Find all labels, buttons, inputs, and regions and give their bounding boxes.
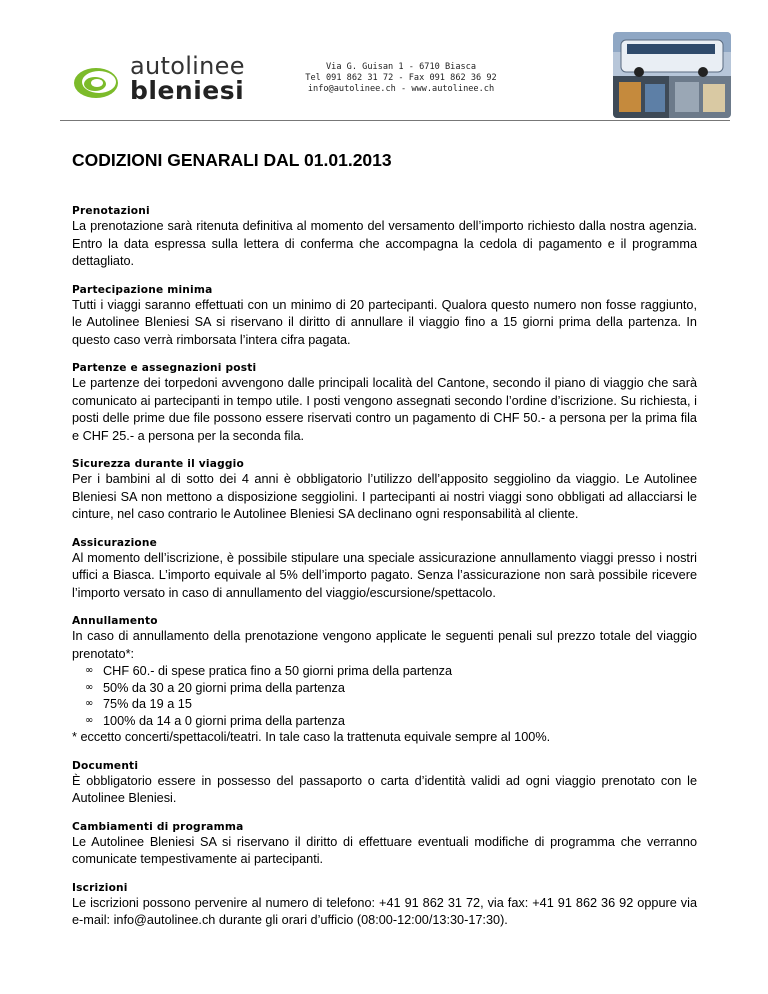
section-heading: Annullamento	[72, 615, 158, 627]
address-line: Via G. Guisan 1 - 6710 Biasca	[325, 62, 477, 72]
section-heading: Documenti	[72, 759, 139, 772]
bus-photo-image	[613, 32, 731, 118]
section-documenti	[72, 760, 697, 808]
section-heading: Partenze e assegnazioni posti	[72, 362, 257, 374]
contact-info	[296, 62, 506, 95]
list-item	[85, 713, 697, 730]
letterhead	[0, 0, 768, 125]
section-text: La prenotazione sarà ritenuta definitiva al momento del versamento dell’importo richiesto dalla nostra agenzia. Entro la data espressa sulla lettera di conferma che accompagna la cedola di pagamento e il programma dettagliato.	[72, 219, 697, 268]
header-divider	[60, 120, 730, 121]
list-item-text: 100% da 14 a 0 giorni prima della partenza	[103, 713, 345, 728]
section-text: Le Autolinee Bleniesi SA si riservano il diritto di effettuare eventuali modifiche di programma che verranno comunicate tempestivamente ai partecipanti.	[72, 834, 697, 866]
email-web-line: info@autolinee.ch - www.autolinee.ch	[307, 84, 495, 94]
footnote: * eccetto concerti/spettacoli/teatri. In tale caso la trattenuta equivale sempre al 100%.	[72, 730, 551, 744]
section-heading: Assicurazione	[72, 536, 158, 549]
document-title: CODIZIONI GENARALI DAL 01.01.2013	[72, 150, 392, 170]
section-text: Tutti i viaggi saranno effettuati con un minimo di 20 partecipanti. Qualora questo numero non fosse raggiunto, le Autolinee Bleniesi SA si riservano il diritto di annullare il viaggio fino a 15 giorni prima della partenza. In questo caso verrà rimborsata l’intera cifra pagata.	[72, 297, 697, 347]
list-item	[85, 663, 697, 680]
logo-text-bleniesi: bleniesi	[130, 76, 245, 105]
section-text: Le iscrizioni possono pervenire al numero di telefono: +41 91 862 31 72, via fax: +41 91 862 36 92 oppure via e-mail: info@autolinee.ch durante gli orari d’ufficio (08:00-12:00/13:30-17:30).	[72, 895, 697, 927]
section-heading: Cambiamenti di programma	[72, 820, 244, 833]
list-item-text: CHF 60.- di spese pratica fino a 50 giorni prima della partenza	[103, 664, 453, 678]
section-text: Le partenze dei torpedoni avvengono dalle principali località del Cantone, secondo il piano di viaggio che sarà comunicato ai partecipanti in tempo utile. I posti vengono assegnati secondo l’ordine d’iscrizione. Su richiesta, i posti delle prime due file possono essere riservati contro un pagamento di CHF 50.- a persona per la prima fila e CHF 25.- a persona per la seconda fila.	[72, 376, 697, 443]
infinity-bullet-icon: ∞	[85, 681, 94, 693]
section-assicurazione	[72, 537, 697, 603]
list-item	[85, 680, 697, 697]
document-body	[72, 205, 697, 943]
infinity-bullet-icon: ∞	[85, 714, 94, 726]
section-heading: Iscrizioni	[72, 881, 128, 894]
section-iscrizioni	[72, 882, 697, 930]
section-heading: Prenotazioni	[72, 205, 150, 217]
section-partenze	[72, 362, 697, 445]
infinity-bullet-icon: ∞	[85, 698, 94, 709]
section-text: Al momento dell’iscrizione, è possibile stipulare una speciale assicurazione annullamento viaggi presso i nostri uffici a Biasca. L’importo equivale al 5% dell’importo pagato. Senza l’assicurazione non sarà possibile ricevere l’importo versato in caso di annullamento del viaggio/escursione/spettacolo.	[72, 550, 697, 600]
section-text: Per i bambini al di sotto dei 4 anni è obbligatorio l’utilizzo dell’apposito seggiolino da viaggio. Le Autolinee Bleniesi SA non mettono a disposizione seggiolini. I partecipanti ai nostri viaggi sono obbligati ad allacciarsi le cinture, nel caso contrario le Autolinee Bleniesi SA declinano ogni responsabilità al cliente.	[72, 472, 697, 521]
penalty-list	[72, 663, 697, 729]
section-cambiamenti	[72, 821, 697, 869]
logo-swoosh-icon	[72, 61, 128, 101]
section-text: È obbligatorio essere in possesso del passaporto o carta d’identità validi ad ogni viaggio prenotato con le Autolinee Bleniesi.	[72, 773, 697, 805]
section-text: In caso di annullamento della prenotazione vengono applicate le seguenti penali sul prezzo totale del viaggio prenotato*:	[72, 629, 697, 661]
bus-photo-collage	[613, 32, 731, 118]
logo-text-autolinee: autolinee	[130, 52, 245, 80]
section-prenotazioni	[72, 205, 697, 271]
infinity-bullet-icon: ∞	[85, 665, 94, 676]
section-annullamento	[72, 615, 697, 747]
company-logo	[72, 52, 247, 105]
section-heading: Partecipazione minima	[72, 283, 213, 296]
section-sicurezza	[72, 458, 697, 524]
list-item-text: 50% da 30 a 20 giorni prima della partenza	[103, 680, 345, 695]
section-heading: Sicurezza durante il viaggio	[72, 458, 244, 470]
list-item	[85, 696, 697, 713]
section-partecipazione-minima	[72, 284, 697, 350]
list-item-text: 75% da 19 a 15	[103, 697, 192, 711]
phone-fax-line: Tel 091 862 31 72 - Fax 091 862 36 92	[305, 73, 497, 83]
